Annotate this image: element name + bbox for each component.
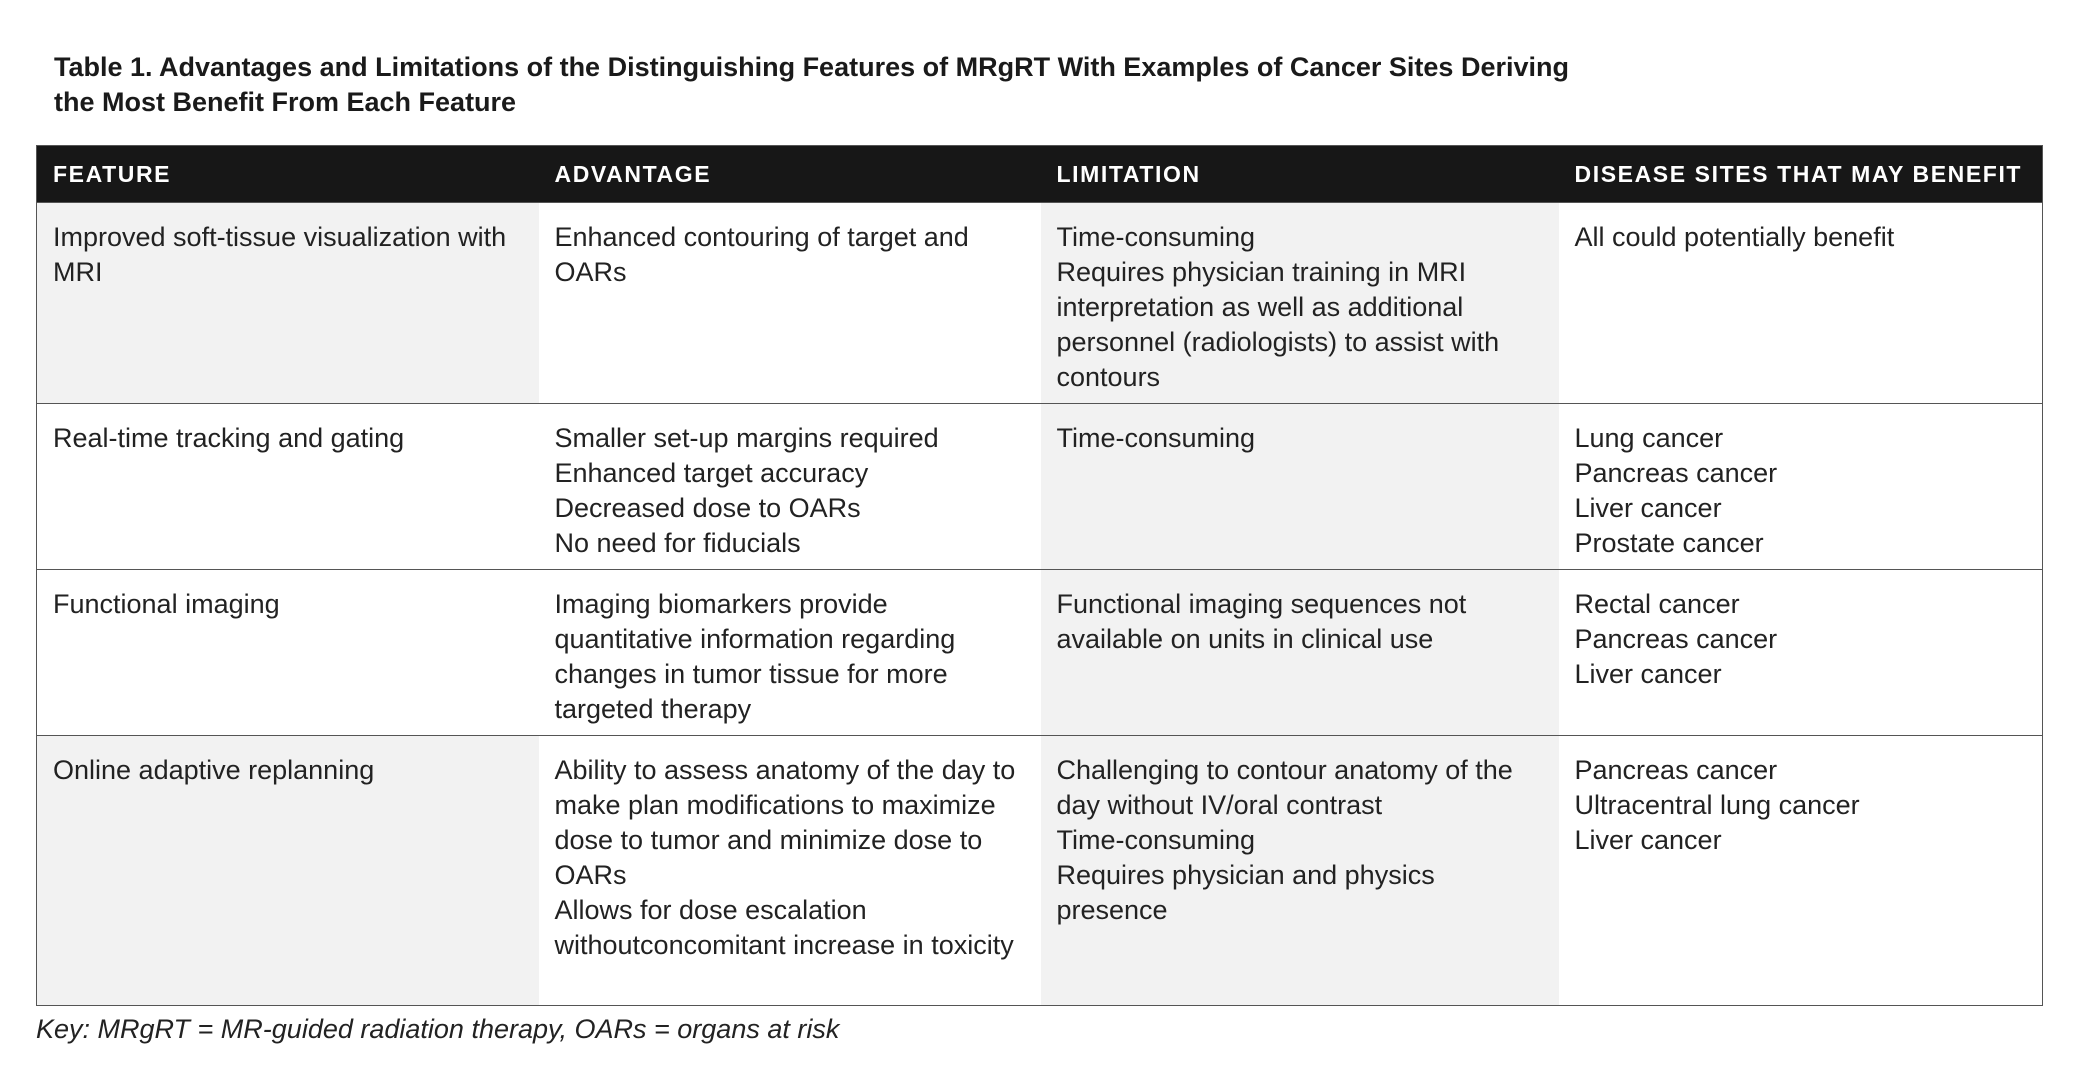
header-limitation: LIMITATION (1056, 160, 1201, 187)
disease-site-item: Pancreas cancer (1574, 458, 1778, 488)
table-row (37, 203, 2043, 404)
disease-site-item: Pancreas cancer (1574, 755, 1778, 785)
disease-site-item: Liver cancer (1574, 493, 1722, 523)
document-page (36, 50, 2042, 1047)
advantage-item: Allows for dose escalation withoutconcomitant increase in toxicity (554, 895, 1014, 960)
table-title: Table 1. Advantages and Limitations of the Distinguishing Features of MRgRT With Examples of Cancer Sites Deriving the Most Benefit From Each Feature (54, 52, 1569, 117)
features-table (36, 145, 2043, 1006)
advantage-item: Decreased dose to OARs (554, 493, 861, 523)
disease-site-item: Liver cancer (1574, 659, 1722, 689)
header-advantage: ADVANTAGE (554, 160, 712, 187)
table-row (37, 570, 2043, 736)
advantage-item: Enhanced contouring of target and OARs (554, 222, 969, 287)
feature-cell (37, 404, 539, 570)
header-disease-sites: DISEASE SITES THAT MAY BENEFIT (1574, 160, 2023, 187)
limitation-cell (1041, 570, 1559, 736)
advantage-item: Imaging biomarkers provide quantitative information regarding changes in tumor tissue for more targeted therapy (554, 589, 956, 724)
limitation-cell (1041, 404, 1559, 570)
advantage-item: Smaller set-up margins required (554, 423, 939, 453)
limitation-item: Functional imaging sequences not available on units in clinical use (1056, 589, 1467, 654)
advantage-item: Enhanced target accuracy (554, 458, 869, 488)
limitation-cell (1041, 736, 1559, 1006)
limitation-cell (1041, 203, 1559, 404)
limitation-item: Time-consuming (1056, 222, 1256, 252)
limitation-item: Challenging to contour anatomy of the day without IV/oral contrast (1056, 755, 1513, 820)
header-row (37, 146, 2043, 203)
disease-site-item: All could potentially benefit (1574, 222, 1895, 252)
table-row (37, 736, 2043, 1006)
feature-cell (37, 570, 539, 736)
table-header (37, 146, 2043, 203)
table-row (37, 404, 2043, 570)
disease-sites-cell (1559, 203, 2043, 404)
disease-site-item: Lung cancer (1574, 423, 1724, 453)
feature-cell (37, 736, 539, 1006)
limitation-item: Time-consuming (1056, 825, 1256, 855)
advantage-cell (539, 570, 1041, 736)
disease-site-item: Pancreas cancer (1574, 624, 1778, 654)
feature-text: Functional imaging (53, 589, 280, 619)
limitation-item: Time-consuming (1056, 423, 1256, 453)
disease-site-item: Prostate cancer (1574, 528, 1764, 558)
disease-sites-cell (1559, 736, 2043, 1006)
advantage-item: No need for fiducials (554, 528, 801, 558)
limitation-item: Requires physician and physics presence (1056, 860, 1435, 925)
disease-sites-cell (1559, 570, 2043, 736)
feature-text: Online adaptive replanning (53, 755, 375, 785)
disease-site-item: Ultracentral lung cancer (1574, 790, 1860, 820)
advantage-cell (539, 404, 1041, 570)
disease-site-item: Rectal cancer (1574, 589, 1740, 619)
header-feature: FEATURE (53, 160, 172, 187)
advantage-item: Ability to assess anatomy of the day to make plan modifications to maximize dose to tumor and minimize dose to OARs (554, 755, 1016, 890)
disease-site-item: Liver cancer (1574, 825, 1722, 855)
table-body (37, 203, 2043, 1006)
advantage-cell (539, 203, 1041, 404)
feature-cell (37, 203, 539, 404)
limitation-item: Requires physician training in MRI interpretation as well as additional personnel (radiologists) to assist with contours (1056, 257, 1500, 392)
table-key: Key: MRgRT = MR-guided radiation therapy, OARs = organs at risk (36, 1014, 840, 1044)
disease-sites-cell (1559, 404, 2043, 570)
feature-text: Improved soft-tissue visualization with MRI (53, 222, 507, 287)
feature-text: Real-time tracking and gating (53, 423, 405, 453)
advantage-cell (539, 736, 1041, 1006)
